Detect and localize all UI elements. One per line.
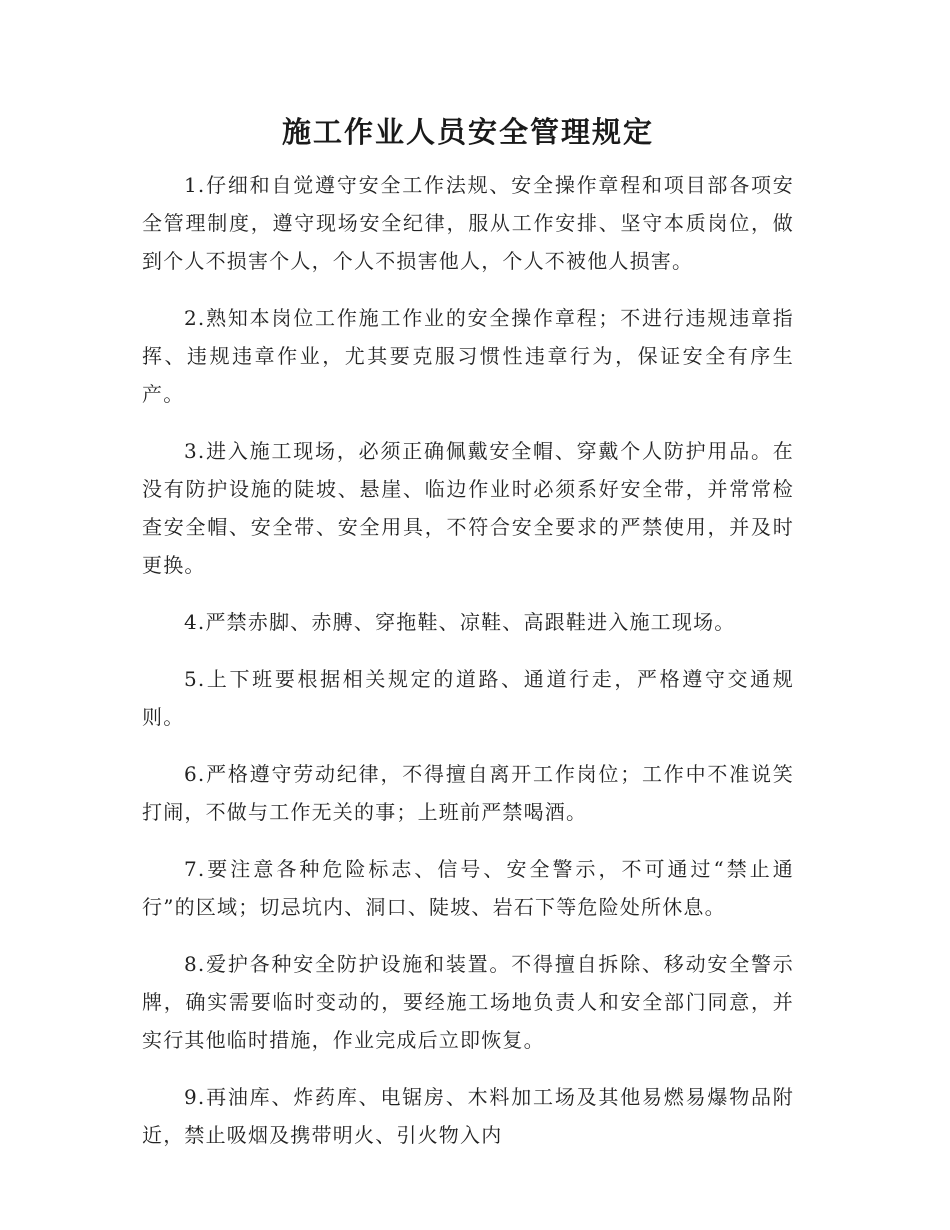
rule-paragraph-7: 7.要注意各种危险标志、信号、安全警示，不可通过“禁止通行”的区域；切忌坑内、洞口、陡坡、岩石下等危险处所休息。 xyxy=(142,857,794,919)
rule-paragraph-2: 2.熟知本岗位工作施工作业的安全操作章程；不进行违规违章指挥、违规违章作业，尤其要克服习惯性违章行为，保证安全有序生产。 xyxy=(142,306,794,406)
document-page xyxy=(142,108,794,1173)
rule-paragraph-5: 5.上下班要根据相关规定的道路、通道行走，严格遵守交通规则。 xyxy=(142,667,794,729)
document-title: 施工作业人员安全管理规定 xyxy=(281,115,654,149)
rule-paragraph-3: 3.进入施工现场，必须正确佩戴安全帽、穿戴个人防护用品。在没有防护设施的陡坡、悬崖、临边作业时必须系好安全带，并常常检查安全帽、安全带、安全用具，不符合安全要求的严禁使用，并及时更换。 xyxy=(142,439,794,577)
rule-paragraph-9: 9.再油库、炸药库、电锯房、木料加工场及其他易燃易爆物品附近，禁止吸烟及携带明火、引火物入内 xyxy=(142,1085,794,1147)
rule-paragraph-1: 1.仔细和自觉遵守安全工作法规、安全操作章程和项目部各项安全管理制度，遵守现场安全纪律，服从工作安排、坚守本质岗位，做到个人不损害个人，个人不损害他人，个人不被他人损害。 xyxy=(142,173,794,273)
rule-paragraph-6: 6.严格遵守劳动纪律，不得擅自离开工作岗位；工作中不准说笑打闹，不做与工作无关的事；上班前严禁喝酒。 xyxy=(142,762,794,824)
rule-paragraph-4: 4.严禁赤脚、赤膊、穿拖鞋、凉鞋、高跟鞋进入施工现场。 xyxy=(184,610,736,634)
rule-paragraph-8: 8.爱护各种安全防护设施和装置。不得擅自拆除、移动安全警示牌，确实需要临时变动的，要经施工场地负责人和安全部门同意，并实行其他临时措施，作业完成后立即恢复。 xyxy=(142,952,794,1052)
